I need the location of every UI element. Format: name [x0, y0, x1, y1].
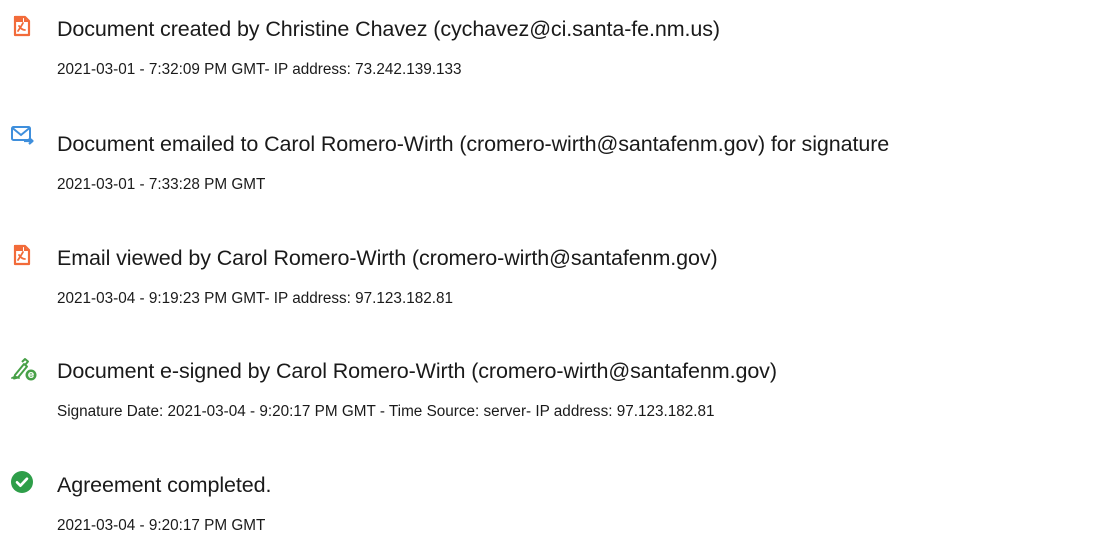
event-timestamp: 2021-03-01 - 7:32:09 PM GMT- IP address: 73.242.139.133	[57, 61, 462, 78]
event-title: Document e-signed by Carol Romero-Wirth (cromero-wirth@santafenm.gov)	[57, 359, 777, 383]
e-sign-pen-icon	[10, 356, 34, 380]
document-created-icon	[10, 14, 34, 38]
event-timestamp: Signature Date: 2021-03-04 - 9:20:17 PM GMT - Time Source: server- IP address: 97.123.182.81	[57, 403, 715, 420]
event-title: Agreement completed.	[57, 473, 272, 497]
event-title: Email viewed by Carol Romero-Wirth (cromero-wirth@santafenm.gov)	[57, 246, 718, 270]
event-title: Document emailed to Carol Romero-Wirth (cromero-wirth@santafenm.gov) for signature	[57, 132, 890, 156]
document-viewed-icon	[10, 243, 34, 267]
checkmark-circle-icon	[10, 470, 34, 494]
event-title: Document created by Christine Chavez (cychavez@ci.santa-fe.nm.us)	[57, 17, 720, 41]
email-sent-icon	[10, 123, 34, 147]
event-timestamp: 2021-03-04 - 9:20:17 PM GMT	[57, 517, 266, 534]
event-timestamp: 2021-03-01 - 7:33:28 PM GMT	[57, 176, 266, 193]
event-timestamp: 2021-03-04 - 9:19:23 PM GMT- IP address: 97.123.182.81	[57, 290, 453, 307]
